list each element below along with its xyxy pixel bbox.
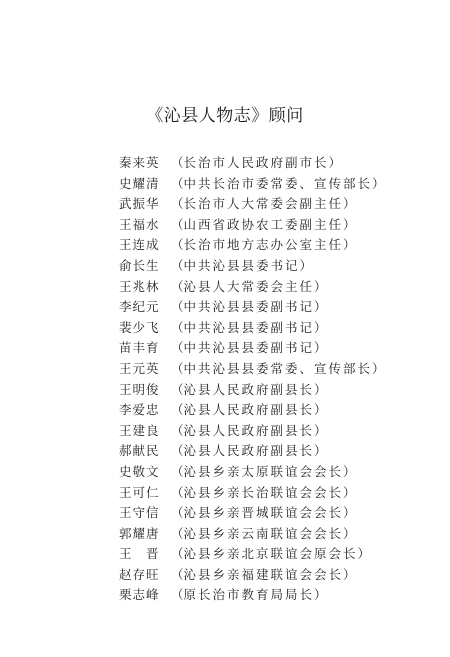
advisor-entry [119, 503, 385, 524]
advisor-role: 中共沁县县委副书记 [183, 319, 315, 335]
advisor-name: 郝献民 [119, 443, 160, 459]
advisor-entry [119, 462, 385, 483]
advisor-name: 王建良 [119, 422, 160, 438]
advisor-entry [119, 174, 385, 195]
advisor-role: 中共长治市委常委、宣传部长 [183, 175, 373, 191]
advisor-name: 王明俊 [119, 381, 160, 397]
advisor-name: 秦来英 [119, 155, 160, 170]
advisor-role-wrapper: （长治市地方志办公室主任） [171, 237, 356, 253]
advisor-name: 王福水 [119, 216, 160, 232]
advisor-role-wrapper: （沁县乡亲长治联谊会会长） [171, 484, 356, 500]
advisor-list [119, 153, 385, 606]
advisor-entry [119, 524, 385, 545]
advisor-name: 史敬文 [119, 463, 160, 479]
advisor-name: 赵存旺 [119, 566, 160, 582]
advisor-entry [119, 318, 385, 339]
advisor-role-wrapper: （沁县乡亲晋城联谊会会长） [171, 505, 356, 521]
advisor-role: 长治市人民政府副市长 [183, 155, 329, 170]
advisor-name: 武振华 [119, 196, 160, 212]
advisor-name: 李纪元 [119, 299, 160, 315]
advisor-role: 中共沁县县委副书记 [183, 340, 315, 356]
advisor-role: 长治市人大常委会副主任 [183, 196, 344, 212]
advisor-name: 王 晋 [119, 546, 160, 562]
advisor-role-wrapper: （沁县乡亲福建联谊会会长） [171, 566, 356, 582]
advisor-name: 俞长生 [119, 257, 160, 273]
advisor-role: 沁县人民政府副县长 [183, 381, 315, 397]
advisor-role: 沁县乡亲太原联谊会会长 [183, 463, 344, 479]
advisor-role-wrapper: （沁县人民政府副县长） [171, 422, 327, 438]
advisor-role-wrapper: （中共沁县县委副书记） [171, 319, 327, 335]
advisor-role-wrapper: （山西省政协农工委副主任） [171, 216, 356, 232]
advisor-role-wrapper: （中共沁县县委常委、宣传部长） [171, 360, 385, 376]
advisor-name: 李爱忠 [119, 402, 160, 418]
advisor-name: 裴少飞 [119, 319, 160, 335]
advisor-entry [119, 194, 385, 215]
advisor-entry [119, 585, 385, 606]
advisor-role: 沁县人大常委会主任 [183, 278, 315, 294]
advisor-role-wrapper: （长治市人民政府副市长） [171, 155, 342, 170]
advisor-name: 王元英 [119, 360, 160, 376]
advisor-role: 中共沁县县委副书记 [183, 299, 315, 315]
advisor-role-wrapper: （原长治市教育局局长） [171, 587, 327, 603]
advisor-entry [119, 277, 385, 298]
advisor-role-wrapper: （中共沁县县委副书记） [171, 340, 327, 356]
advisor-entry [119, 483, 385, 504]
advisor-role: 中共沁县县委常委、宣传部长 [183, 360, 373, 376]
advisor-name: 王连成 [119, 237, 160, 253]
advisor-entry [119, 215, 385, 236]
advisor-name: 史耀清 [119, 175, 160, 191]
advisor-entry [119, 153, 385, 174]
advisor-entry [119, 256, 385, 277]
advisor-role-wrapper: （中共沁县县委副书记） [171, 299, 327, 315]
advisor-entry [119, 359, 385, 380]
advisor-role: 沁县乡亲北京联谊会原会长 [183, 546, 358, 562]
advisor-role-wrapper: （中共长治市委常委、宣传部长） [171, 175, 385, 191]
advisor-role: 沁县乡亲福建联谊会会长 [183, 566, 344, 582]
advisor-entry [119, 441, 385, 462]
advisor-entry [119, 235, 385, 256]
advisor-role: 长治市地方志办公室主任 [183, 237, 344, 253]
advisor-role-wrapper: （沁县人大常委会主任） [171, 278, 327, 294]
advisor-role: 沁县乡亲长治联谊会会长 [183, 484, 344, 500]
advisor-entry [119, 544, 385, 565]
advisor-role-wrapper: （长治市人大常委会副主任） [171, 196, 356, 212]
advisor-name: 郭耀唐 [119, 525, 160, 541]
advisor-role: 沁县人民政府副县长 [183, 402, 315, 418]
advisor-role: 中共沁县县委书记 [183, 257, 300, 273]
advisor-role-wrapper: （沁县人民政府副县长） [171, 443, 327, 459]
page-title: 《沁县人物志》顾问 [146, 106, 304, 126]
advisor-role: 沁县人民政府副县长 [183, 422, 315, 438]
advisor-name: 苗丰育 [119, 340, 160, 356]
advisor-entry [119, 565, 385, 586]
advisor-name: 王可仁 [119, 484, 160, 500]
advisor-role-wrapper: （中共沁县县委书记） [171, 257, 313, 273]
advisor-name: 王兆林 [119, 278, 160, 294]
advisor-role-wrapper: （沁县乡亲北京联谊会原会长） [171, 546, 371, 562]
advisor-name: 栗志峰 [119, 587, 160, 603]
advisor-role-wrapper: （沁县乡亲云南联谊会会长） [171, 525, 356, 541]
advisor-entry [119, 380, 385, 401]
advisor-entry [119, 338, 385, 359]
advisor-role: 原长治市教育局局长 [183, 587, 315, 603]
advisor-role-wrapper: （沁县乡亲太原联谊会会长） [171, 463, 356, 479]
advisor-role: 沁县乡亲晋城联谊会会长 [183, 505, 344, 521]
advisor-role-wrapper: （沁县人民政府副县长） [171, 402, 327, 418]
advisor-role-wrapper: （沁县人民政府副县长） [171, 381, 327, 397]
advisor-entry [119, 421, 385, 442]
advisor-role: 沁县乡亲云南联谊会会长 [183, 525, 344, 541]
advisor-role: 山西省政协农工委副主任 [183, 216, 344, 232]
advisor-entry [119, 297, 385, 318]
advisor-entry [119, 400, 385, 421]
advisor-role: 沁县人民政府副县长 [183, 443, 315, 459]
advisor-name: 王守信 [119, 505, 160, 521]
